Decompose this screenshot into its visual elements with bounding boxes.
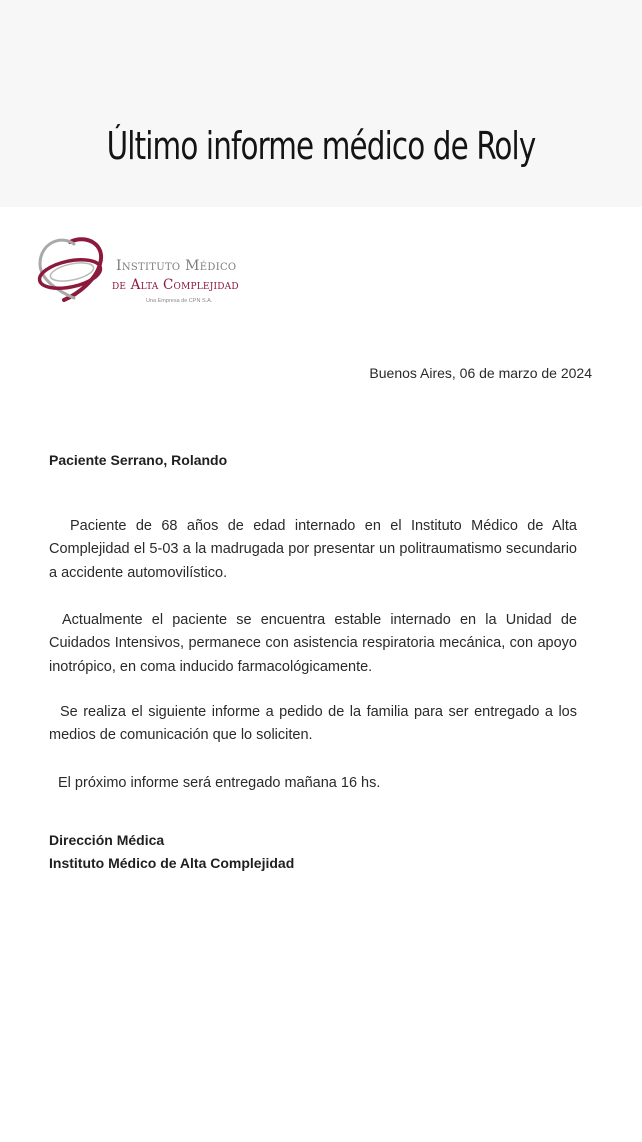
- logo-tagline: Una Empresa de CPN S.A.: [146, 298, 213, 304]
- header-band: [0, 0, 642, 207]
- report-paragraph-status: Actualmente el paciente se encuentra estable internado en la Unidad de Cuidados Intensivos, permanece con asistencia respiratoria mecánica, con apoyo inotrópico, en coma inducido farmacológicamente.: [49, 611, 577, 675]
- heart-logo-icon: [34, 234, 110, 304]
- logo-name-line2: de Alta Complejidad: [112, 277, 239, 293]
- report-paragraph-next-report: El próximo informe será entregado mañana 16 hs.: [58, 774, 381, 791]
- signature-institution: Instituto Médico de Alta Complejidad: [49, 855, 295, 871]
- report-paragraph-admission: Paciente de 68 años de edad internado en el Instituto Médico de Alta Complejidad el 5-03 a la madrugada por presentar un politraumatismo secundario a accidente automovilístico.: [49, 517, 577, 581]
- institution-logo: [34, 234, 274, 314]
- signature-block: [49, 829, 294, 875]
- logo-name-line1: Instituto Médico: [116, 258, 237, 274]
- letter-date: Buenos Aires, 06 de marzo de 2024: [369, 365, 592, 381]
- patient-name: Paciente Serrano, Rolando: [49, 452, 228, 468]
- report-paragraph-purpose: Se realiza el siguiente informe a pedido de la familia para ser entregado a los medios de comunicación que lo soliciten.: [49, 703, 577, 743]
- page-title: Último informe médico de Roly: [106, 124, 536, 168]
- signature-department: Dirección Médica: [49, 832, 165, 848]
